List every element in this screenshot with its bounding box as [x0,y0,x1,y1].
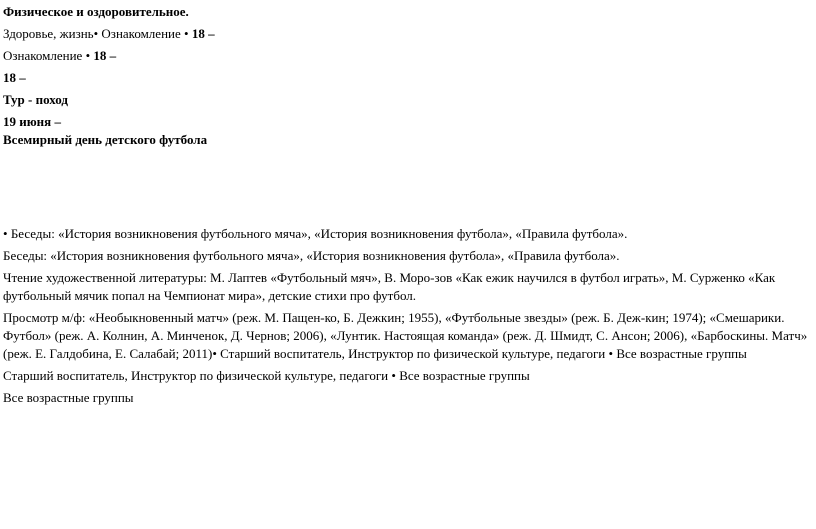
text: Все возрастные группы [3,390,134,405]
date-text: 18 – [3,70,26,85]
title-text: Физическое и оздоровительное. [3,4,189,19]
paragraph-staff [3,367,809,385]
date-text: 19 июня – [3,114,61,129]
bullet-icon: • [3,226,8,241]
bullet-icon: • [184,26,189,41]
text: Здоровье, жизнь [3,26,94,41]
line-date [3,69,809,87]
paragraph-groups [3,389,809,407]
bullet-icon: • [212,346,217,361]
text: Просмотр м/ф: «Необыкновенный матч» (реж. М. Пащен-ко, Б. Дежкин; 1955), «Футбольные звезды» (реж. Б. Деж-кин; 1974); «Смешарики. Футбол» (реж. А. Колнин, А. Минченок, Д. Чернов; 2006), «Лунтик. Настоящая команда» (реж. Д. Шмидт, С. Ансон; 2006), «Барбоскины. Матч» (реж. Е. Галдобина, Е. Салабай; 2011) [3,310,808,361]
text: Все возрастные группы [399,368,530,383]
text: Старший воспитатель, Инструктор по физической культуре, педагоги [220,346,606,361]
line-familiarization [3,47,809,65]
text: Беседы: «История возникновения футбольного мяча», «История возникновения футбола», «Правила футбола». [3,248,620,263]
text: Ознакомление [101,26,181,41]
text: Старший воспитатель, Инструктор по физической культуре, педагоги [3,368,389,383]
event-text: Всемирный день детского футбола [3,132,208,147]
line-health [3,25,809,43]
event-text: Тур - поход [3,92,68,107]
doc-title [3,3,809,21]
text: Ознакомление [3,48,83,63]
date-text: 18 – [191,26,215,41]
line-football-day [3,131,809,149]
spacer [3,149,809,225]
line-june [3,113,809,131]
text: Беседы: «История возникновения футбольного мяча», «История возникновения футбола», «Правила футбола». [10,226,628,241]
paragraph-reading [3,269,809,305]
text: Все возрастные группы [616,346,747,361]
bullet-icon: • [93,26,99,41]
text: Чтение художественной литературы: М. Лаптев «Футбольный мяч», В. Моро-зов «Как ежик научился в футбол играть», М. Сурженко «Как футбольный мячик попал на Чемпионат мира», детские стихи про футбол. [3,270,776,303]
paragraph-talks [3,247,809,265]
date-text: 18 – [93,48,117,63]
bullet-icon: • [391,368,396,383]
line-hike [3,91,809,109]
document [3,3,809,407]
bullet-icon: • [608,346,614,361]
paragraph-cartoons [3,309,809,363]
paragraph-talks-bullet [3,225,809,243]
bullet-icon: • [85,48,91,63]
